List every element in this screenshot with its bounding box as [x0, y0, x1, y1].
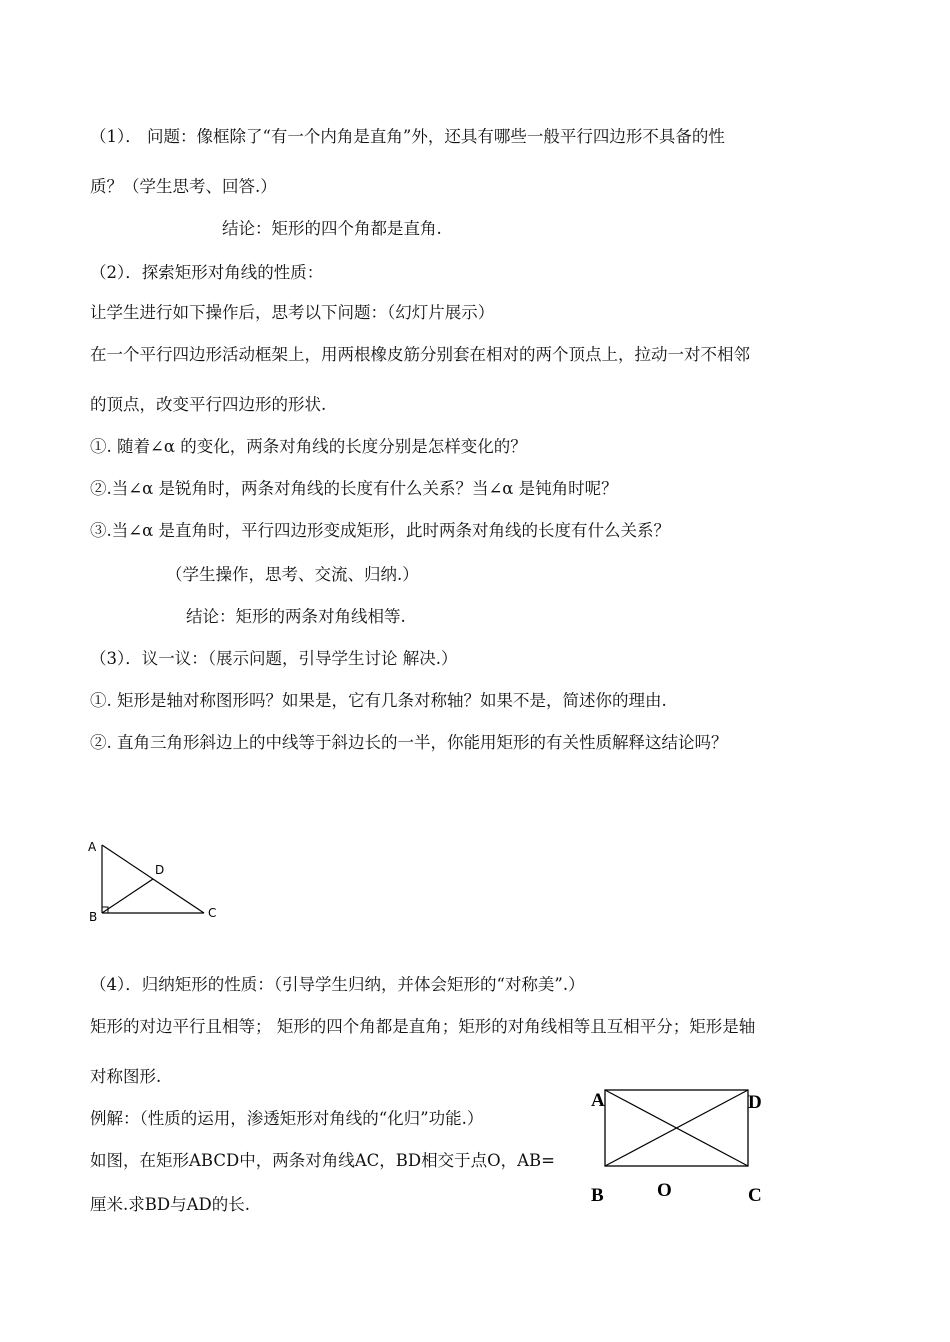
student-activity: （学生操作，思考、交流、归纳.） — [166, 565, 419, 584]
rectangle-figure — [585, 1080, 785, 1215]
line-1: （1）． 问题：像框除了“有一个内角是直角”外，还具有哪些一般平行四边形不具备的性 — [90, 127, 725, 146]
example-line-2: 厘米.求BD与AD的长. — [90, 1195, 250, 1214]
rectangle-label-b: B — [591, 1185, 604, 1206]
question-2: ②.当∠α 是锐角时，两条对角线的长度有什么关系？当∠α 是钝角时呢？ — [90, 479, 618, 498]
section-4-heading: （4）．归纳矩形的性质：（引导学生归纳，并体会矩形的“对称美”.） — [90, 975, 585, 994]
example-line-1: 如图，在矩形ABCD中，两条对角线AC，BD相交于点O，AB= — [90, 1151, 555, 1170]
line-7: 的顶点，改变平行四边形的形状. — [90, 395, 327, 414]
rectangle-label-a: A — [591, 1090, 605, 1111]
conclusion-2: 结论：矩形的两条对角线相等. — [186, 607, 406, 626]
properties-line-2: 对称图形. — [90, 1067, 162, 1086]
line-5: 让学生进行如下操作后，思考以下问题：（幻灯片展示） — [90, 303, 495, 322]
example-heading: 例解：（性质的运用，渗透矩形对角线的“化归”功能.） — [90, 1109, 484, 1128]
properties-line-1: 矩形的对边平行且相等； 矩形的四个角都是直角；矩形的对角线相等且互相平分；矩形是轴 — [90, 1017, 756, 1036]
triangle-label-d: D — [155, 863, 165, 877]
conclusion-1: 结论：矩形的四个角都是直角. — [222, 219, 442, 238]
discussion-2: ②. 直角三角形斜边上的中线等于斜边长的一半，你能用矩形的有关性质解释这结论吗？ — [90, 733, 728, 752]
line-2: 质？（学生思考、回答.） — [90, 177, 277, 196]
rectangle-label-c: C — [748, 1185, 762, 1206]
section-2-heading: （2）．探索矩形对角线的性质： — [90, 263, 324, 282]
triangle-label-c: C — [208, 906, 217, 920]
rectangle-label-d: D — [748, 1092, 762, 1113]
discussion-1: ①. 矩形是轴对称图形吗？如果是，它有几条对称轴？如果不是，简述你的理由. — [90, 691, 667, 710]
question-3: ③.当∠α 是直角时，平行四边形变成矩形，此时两条对角线的长度有什么关系？ — [90, 521, 670, 540]
line-6: 在一个平行四边形活动框架上，用两根橡皮筋分别套在相对的两个顶点上，拉动一对不相邻 — [90, 345, 750, 364]
triangle-label-b: B — [89, 910, 98, 924]
triangle-label-a: A — [88, 840, 97, 854]
rectangle-label-o: O — [657, 1180, 672, 1201]
question-1: ①. 随着∠α 的变化，两条对角线的长度分别是怎样变化的？ — [90, 437, 527, 456]
section-3-heading: （3）．议一议：（展示问题，引导学生讨论 解决.） — [90, 649, 458, 668]
right-triangle-figure — [84, 835, 234, 930]
